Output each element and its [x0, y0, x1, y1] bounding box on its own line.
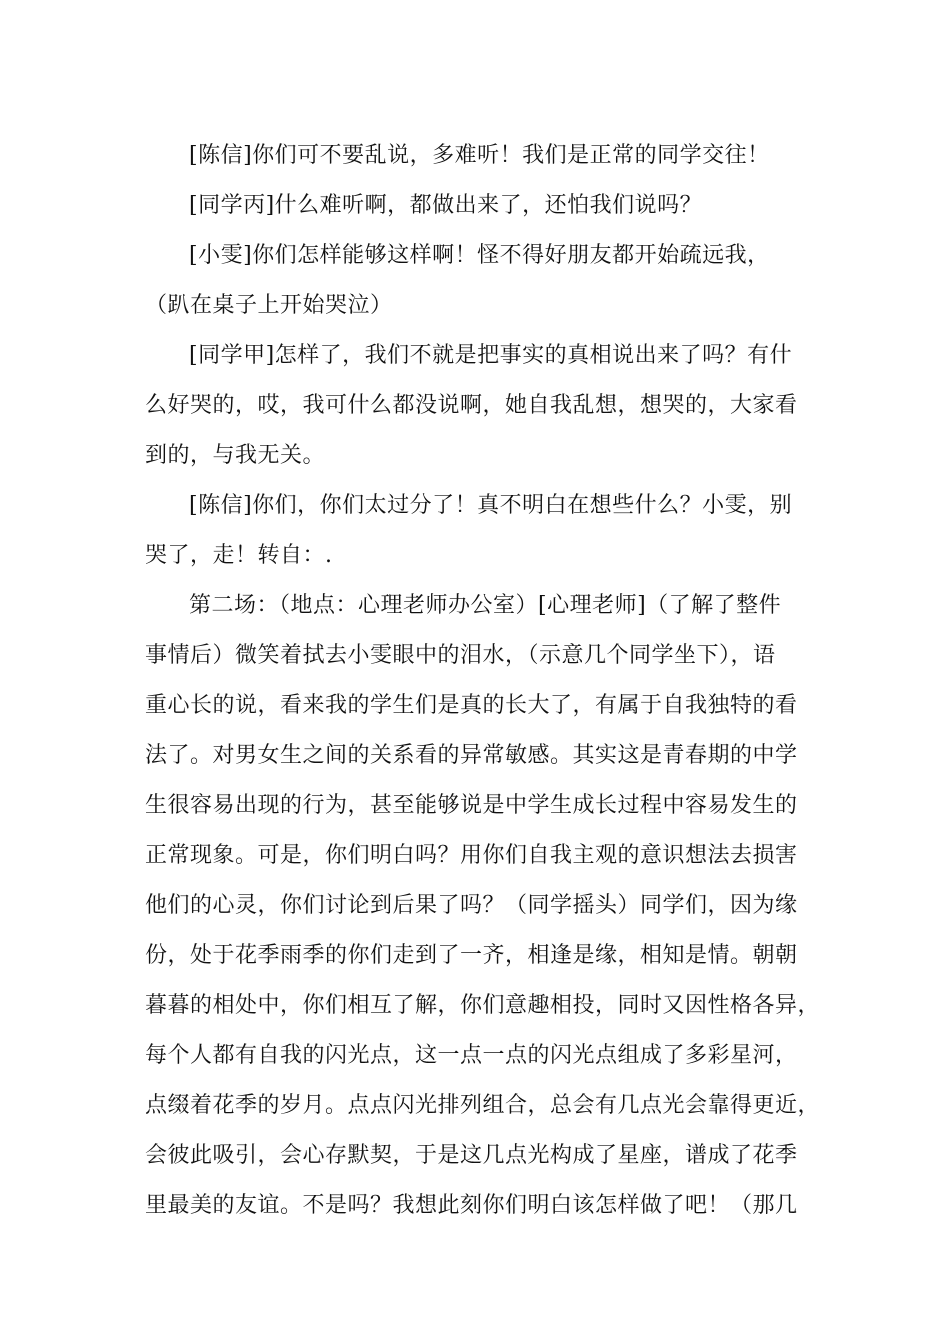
paragraph-chenxin-1: [145, 131, 825, 181]
text-line: [同学甲]怎样了，我们不就是把事实的真相说出来了吗？有什: [189, 343, 793, 368]
text-line: 到的，与我无关。: [145, 443, 326, 468]
text-line: 法了。对男女生之间的关系看的异常敏感。其实这是青春期的中学: [145, 743, 798, 768]
text-line: 他们的心灵，你们讨论到后果了吗？（同学摇头）同学们，因为缘: [145, 893, 798, 918]
text-line: 事情后）微笑着拭去小雯眼中的泪水，（示意几个同学坐下），语: [145, 643, 776, 668]
text-line: [小雯]你们怎样能够这样啊！怪不得好朋友都开始疏远我，: [189, 243, 770, 268]
text-line: 暮暮的相处中，你们相互了解，你们意趣相投，同时又因性格各异，: [145, 993, 821, 1018]
document-body: [145, 131, 825, 1231]
text-line: 每个人都有自我的闪光点，这一点一点的闪光点组成了多彩星河，: [145, 1043, 798, 1068]
text-line: 会彼此吸引，会心存默契，于是这几点光构成了星座，谱成了花季: [145, 1143, 798, 1168]
text-line: 点缀着花季的岁月。点点闪光排列组合，总会有几点光会靠得更近，: [145, 1093, 821, 1118]
text-line: 里最美的友谊。不是吗？我想此刻你们明白该怎样做了吧！（那几: [145, 1193, 798, 1218]
text-line: [陈信]你们，你们太过分了！真不明白在想些什么？小雯，别: [189, 493, 793, 518]
paragraph-xiaowen: [145, 231, 825, 331]
text-line: [陈信]你们可不要乱说，多难听！我们是正常的同学交往！: [189, 143, 770, 168]
text-line: 第二场：（地点：心理老师办公室）[心理老师]（了解了整件: [189, 593, 782, 618]
text-line: 生很容易出现的行为，甚至能够说是中学生成长过程中容易发生的: [145, 793, 798, 818]
text-line: 正常现象。可是，你们明白吗？用你们自我主观的意识想法去损害: [145, 843, 798, 868]
paragraph-classmate-c: [145, 181, 825, 231]
text-line: 份，处于花季雨季的你们走到了一齐，相逢是缘，相知是情。朝朝: [145, 943, 798, 968]
text-line: 重心长的说，看来我的学生们是真的长大了，有属于自我独特的看: [145, 693, 798, 718]
paragraph-chenxin-2: [145, 481, 825, 581]
text-line: [同学丙]什么难听啊，都做出来了，还怕我们说吗？: [189, 193, 703, 218]
text-line: （趴在桌子上开始哭泣）: [145, 293, 393, 318]
paragraph-scene-two: [145, 581, 825, 1231]
paragraph-classmate-a: [145, 331, 825, 481]
text-line: 么好哭的，哎，我可什么都没说啊，她自我乱想，想哭的，大家看: [145, 393, 798, 418]
text-line: 哭了，走！转自：.: [145, 543, 333, 568]
